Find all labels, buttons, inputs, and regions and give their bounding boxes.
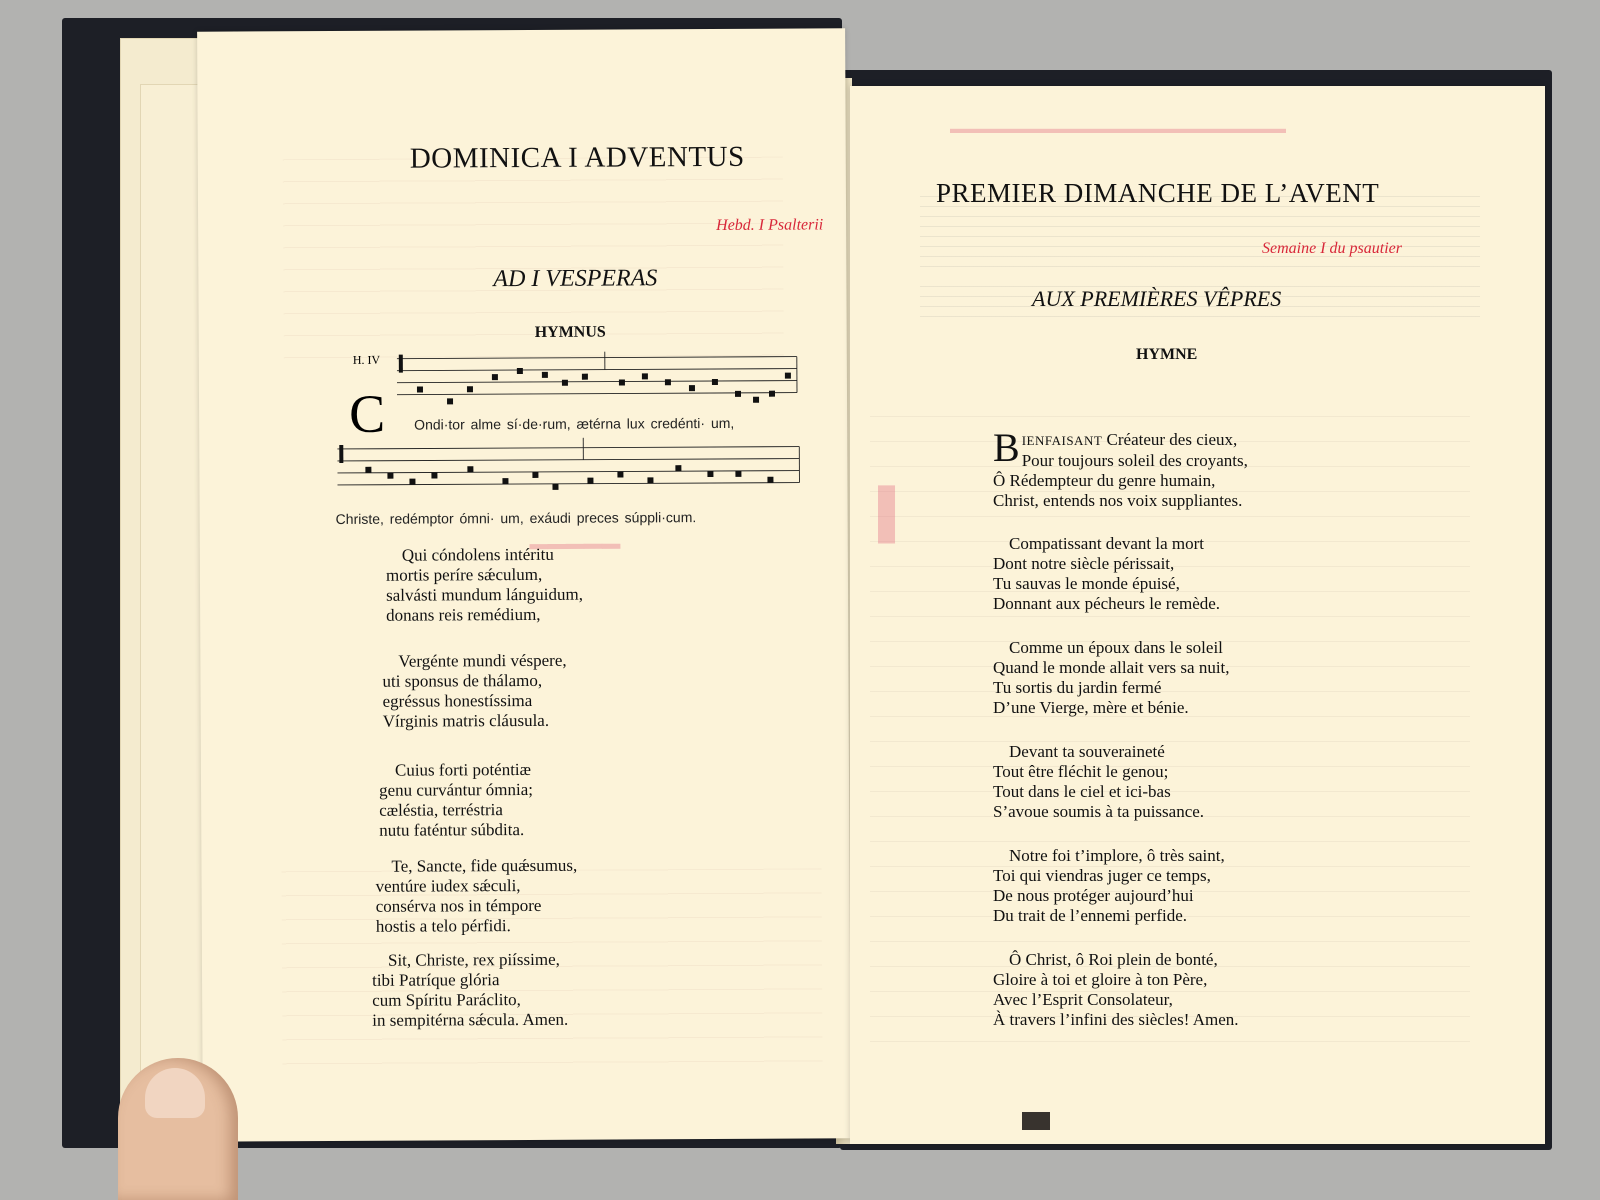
page-title: DOMINICA I ADVENTUS [409,140,745,175]
hymne-stanza-2: Compatissant devant la mort Dont notre siècle périssait, Tu sauvas le monde épuisé, Donnant aux pécheurs le remède. [993,534,1221,613]
hymn-stanza-2: Vergénte mundi véspere, uti sponsus de thálamo, egréssus honestíssima Vírginis matris cláusula. [382,650,567,731]
chant-staff-2 [337,437,807,503]
section-heading: HYMNUS [534,323,606,341]
hymn-stanza-3: Cuius forti poténtiæ genu curvántur ómnia; cæléstia, terréstria nutu faténtur súbdita. [379,759,534,840]
left-page: ━━━━━ DOMINICA I ADVENTUS Hebd. I Psalterii AD I VESPERAS HYMNUS H. IV C Ondi·tor alme sí·de·rum, ætérna lux credénti· um, Christe, redémptor ómni· um, exáudi preces súppli·cum. Qui cóndolens intéritu mortis períre sǽculum, salvásti mundum lánguidum, donans reis remédium, Vergénte mundi véspere, uti sponsus de thálamo, egréssus honestíssima Vírginis matris cláusula. Cuius forti poténtiæ genu curvántur ómnia; cæléstia, terréstria nutu faténtur súbdita. Te, Sancte, fide quǽsumus, ventúre iudex sǽculi, consérva nos in témpore hostis a telo pérfidi. Sit, Christe, rex piíssime, tibi Patríque glória cum Spíritu Paráclito, in sempitérna sǽcula. Amen. [197,28,851,1141]
office-title-fr: AUX PREMIÈRES VÊPRES [1032,286,1282,311]
mode-label: H. IV [352,352,381,367]
section-heading-fr: HYMNE [1136,346,1198,363]
hymne-stanza-5: Notre foi t’implore, ô très saint, Toi qui viendras juger ce temps, De nous protéger aujourd’hui Du trait de l’ennemi perfide. [993,846,1225,925]
hymne-stanza-6: Ô Christ, ô Roi plein de bonté, Gloire à toi et gloire à ton Père, Avec l’Esprit Consolateur, À travers l’infini des siècles! Amen. [993,950,1239,1029]
hymne-stanza-3: Comme un époux dans le soleil Quand le monde allait vers sa nuit, Tu sortis du jardin fermé D’une Vierge, mère et bénie. [993,638,1230,717]
page-title-fr: PREMIER DIMANCHE DE L’AVENT [936,178,1380,208]
hymne-stanza-4: Devant ta souveraineté Tout être fléchit le genou; Tout dans le ciel et ici-bas S’avoue soumis à ta puissance. [993,742,1205,821]
chant-text-line-2: Christe, redémptor ómni· um, exáudi preces súppli·cum. [335,509,697,527]
hymne-stanza-1: BIENFAISANT Créateur des cieux, Pour toujours soleil des croyants, Ô Rédempteur du genre humain, Christ, entends nos voix suppliantes. [993,425,1248,510]
right-page: ▬▬▬▬▬▬▬▬▬▬▬▬▬▬▬▬▬▬▬▬▬▬▬▬ ▌ PREMIER DIMANCHE DE L’AVENT Semaine I du psautier AUX PREMIÈRES VÊPRES HYMNE BIENFAISANT Créateur des cieux, Pour toujours soleil des croyants, Ô Rédempteur du genre humain, Christ, entends nos voix suppliantes. Compatissant devant la mort Dont notre siècle périssait, Tu sauvas le monde épuisé, Donnant aux pécheurs le remède. Comme un époux dans le soleil Quand le monde allait vers sa nuit, Tu sortis du jardin fermé D’une Vierge, mère et bénie. Devant ta souveraineté Tout être fléchit le genou; Tout dans le ciel et ici-bas S’avoue soumis à ta puissance. Notre foi t’implore, ô très saint, Toi qui viendras juger ce temps, De nous protéger aujourd’hui Du trait de l’ennemi perfide. Ô Christ, ô Roi plein de bonté, Gloire à toi et gloire à ton Père, Avec l’Esprit Consolateur, À travers l’infini des siècles! Amen. [850,86,1545,1144]
hymn-stanza-4: Te, Sancte, fide quǽsumus, ventúre iudex sǽculi, consérva nos in témpore hostis a telo pérfidi. [375,855,578,936]
office-title: AD I VESPERAS [493,265,658,293]
week-label: Hebd. I Psalterii [716,216,824,234]
hymn-stanza-5: Sit, Christe, rex piíssime, tibi Patríque glória cum Spíritu Paráclito, in sempitérna sǽcula. Amen. [372,949,569,1030]
week-label-fr: Semaine I du psautier [1262,240,1402,257]
chant-text-line-1: Ondi·tor alme sí·de·rum, ætérna lux credénti· um, [414,414,735,433]
bookmark-ribbon [1022,1112,1050,1130]
hymn-stanza-1: Qui cóndolens intéritu mortis períre sǽculum, salvásti mundum lánguidum, donans reis remédium, [385,544,584,625]
chant-initial: C [348,383,386,444]
chant-staff-1 [397,351,802,413]
drop-cap: B [993,425,1020,470]
